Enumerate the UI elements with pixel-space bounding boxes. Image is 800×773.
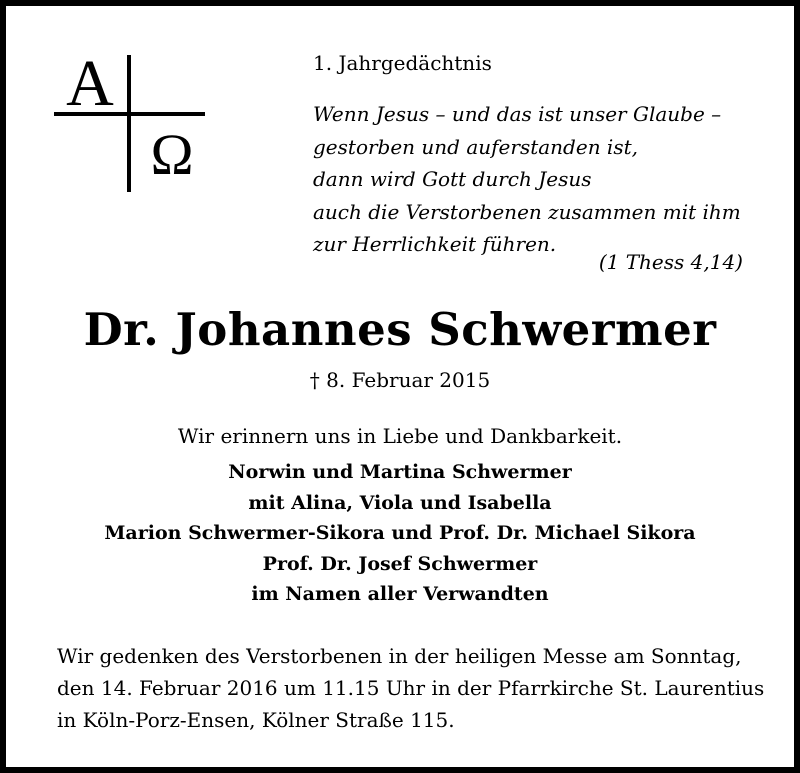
verse-line: zur Herrlichkeit führen. [313,232,557,256]
anniversary-heading: 1. Jahrgedächtnis [313,51,492,75]
omega-letter: Ω [150,122,194,187]
verse-line: gestorben und auferstanden ist, [313,134,638,159]
remembrance-text: Wir erinnern uns in Liebe und Dankbarkeit. [177,424,623,448]
mourner-line: Prof. Dr. Josef Schwermer [262,552,538,575]
mourner-line: im Namen aller Verwandten [251,583,549,605]
bible-verse [313,98,741,261]
mourners-list [0,457,800,610]
verse-line: auch die Verstorbenen zusammen mit ihm [313,199,741,224]
mass-notice-line: den 14. Februar 2016 um 11.15 Uhr in der Pfarrkirche St. Laurentius [57,676,765,700]
verse-reference: (1 Thess 4,14) [598,250,743,274]
alpha-omega-cross-icon [54,47,206,193]
mass-notice-line: in Köln-Porz-Ensen, Kölner Straße 115. [57,708,455,732]
deceased-name: Dr. Johannes Schwermer [83,303,717,356]
mourner-line: mit Alina, Viola und Isabella [248,491,552,514]
mass-notice [57,640,764,736]
death-date: † 8. Februar 2015 [309,368,491,392]
mourner-line: Norwin und Martina Schwermer [228,461,572,483]
alpha-letter: A [66,47,114,120]
verse-line: dann wird Gott durch Jesus [313,167,592,191]
verse-line: Wenn Jesus – und das ist unser Glaube – [313,102,722,126]
mass-notice-line: Wir gedenken des Verstorbenen in der heiligen Messe am Sonntag, [57,644,742,668]
cross-vertical-bar [127,55,131,192]
mourner-line: Marion Schwermer-Sikora und Prof. Dr. Michael Sikora [104,522,696,544]
